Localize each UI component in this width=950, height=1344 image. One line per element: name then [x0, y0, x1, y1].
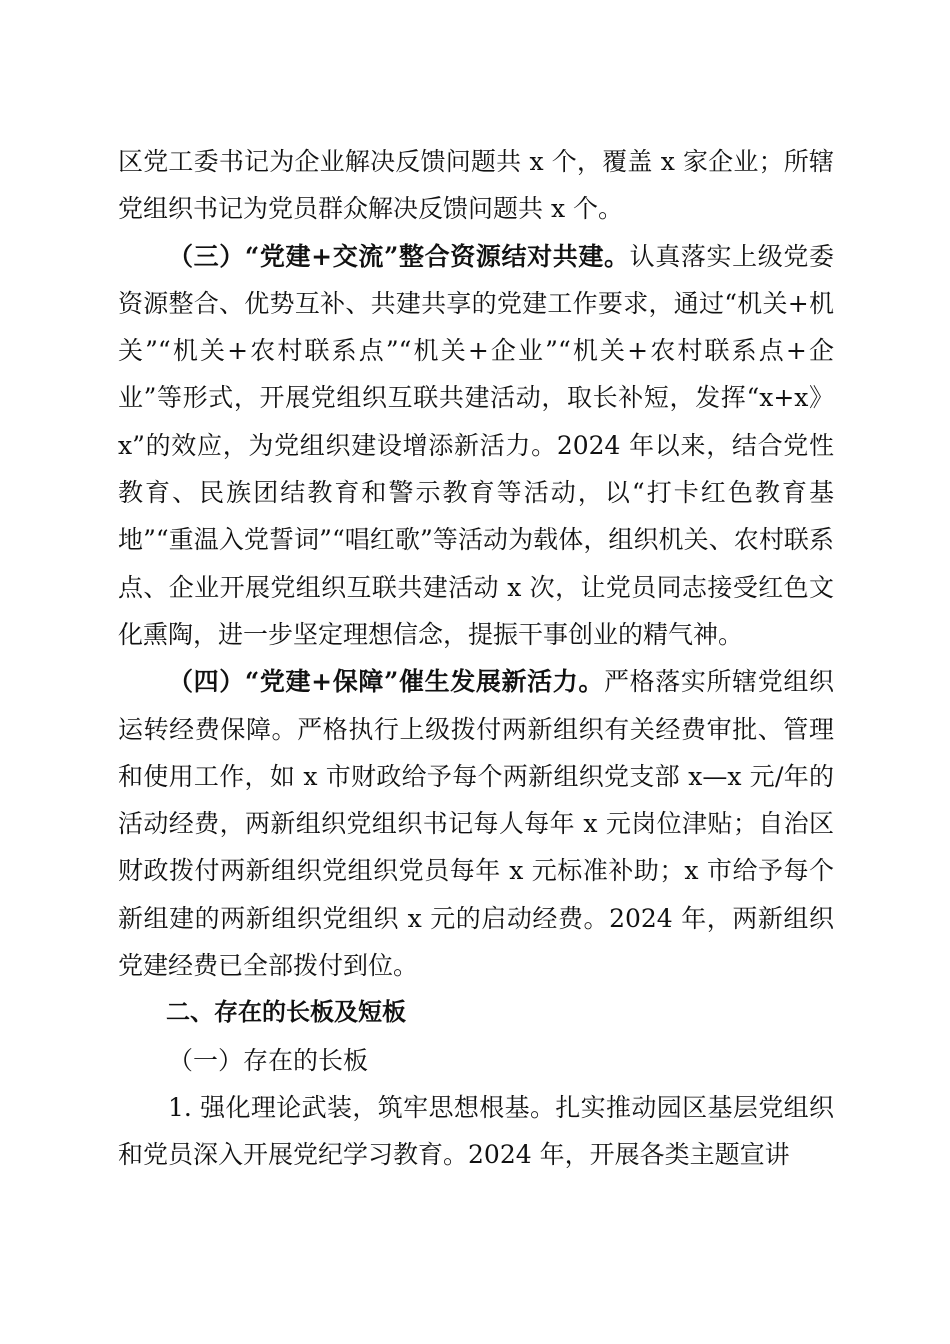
section-4-title: （四）“党建+保障”催生发展新活力。: [168, 667, 604, 697]
heading-level-2: 二、存在的长板及短板: [166, 998, 406, 1027]
paragraph-section-4: [118, 658, 834, 989]
section-3-body: 认真落实上级党委资源整合、优势互补、共建共享的党建工作要求，通过“机关+机关”“机关+农村联系点”“机关+企业”“机关+农村联系点+企业”等形式，开展党组织互联共建活动，取长补短，发挥“x+x》x”的效应，为党组织建设增添新活力。2024 年以来，结合党性教育、民族团结教育和警示教育等活动，以“打卡红色教育基地”“重温入党誓词”“唱红歌”等活动为载体，组织机关、农村联系点、企业开展党组织互联共建活动 x 次，让党员同志接受红色文化熏陶，进一步坚定理想信念，提振干事创业的精气神。: [118, 241, 834, 649]
paragraph-section-3: [118, 233, 834, 659]
section-3-title: （三）“党建+交流”整合资源结对共建。: [168, 241, 630, 271]
heading-level-3: （一）存在的长板: [168, 1045, 369, 1075]
paragraph-item-1: 1. 强化理论武装，筑牢思想根基。扎实推动园区基层党组织和党员深入开展党纪学习教育。2024 年，开展各类主题宣讲: [118, 1092, 834, 1170]
section-4-body: 严格落实所辖党组织运转经费保障。严格执行上级拨付两新组织有关经费审批、管理和使用工作，如 x 市财政给予每个两新组织党支部 x—x 元/年的活动经费，两新组织党组织书记每人每年 x 元岗位津贴；自治区财政拨付两新组织党组织党员每年 x 元标准补助；x 市给予每个新组建的两新组织党组织 x 元的启动经费。2024 年，两新组织党建经费已全部拨付到位。: [118, 667, 834, 981]
document-page: [118, 138, 834, 1179]
paragraph-continuation: 区党工委书记为企业解决反馈问题共 x 个，覆盖 x 家企业；所辖党组织书记为党员群众解决反馈问题共 x 个。: [118, 147, 834, 224]
